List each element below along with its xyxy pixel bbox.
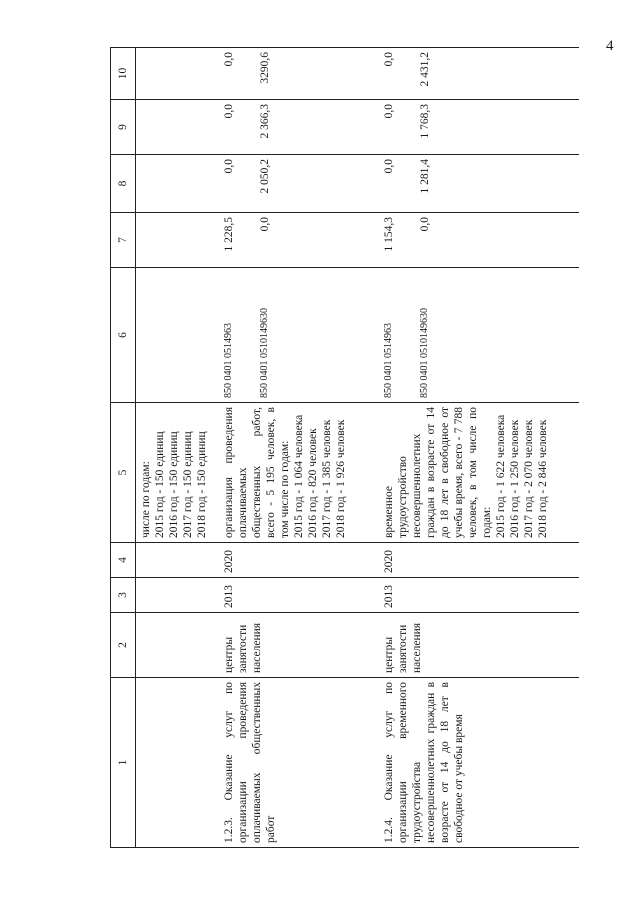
end-year: 2020 [379,543,579,578]
header-cell: 9 [111,100,136,155]
header-cell: 7 [111,213,136,268]
value-cell [379,48,579,100]
text-line: 2017 год - 1 385 человек [321,419,333,538]
header-cell: 1 [111,678,136,848]
value: 0,0 [223,52,235,67]
value-cell [219,100,379,155]
value: 2 431,2 [419,52,431,87]
text-line: 2017 год - 2 070 человек [523,419,535,538]
value: 0,0 [259,217,271,232]
text-line: 2015 год - 150 единиц [154,431,166,538]
budget-code-old: 850 0401 0514963 [383,323,394,398]
value: 2 050,2 [259,159,271,194]
value: 1 768,3 [419,104,431,139]
program-table [110,47,579,848]
executor: центры занятости населения [379,613,579,678]
header-cell: 6 [111,268,136,403]
executor: центры занятости населения [219,613,379,678]
value: 0,0 [223,104,235,119]
measure-name: 1.2.4. Оказание услуг по организации временного трудоустройства несовершеннолетних граждан в возрасте от 14 до 18 лет в свободное от учебы время [379,678,579,848]
value: 0,0 [223,159,235,174]
value: 0,0 [419,217,431,232]
continuation-row [136,48,220,848]
text-line: 2016 год - 1 250 человек [509,419,521,538]
budget-code [379,268,579,403]
value-cell [379,155,579,213]
table-row [379,48,579,848]
continuation-text [136,403,220,543]
header-cell: 3 [111,578,136,613]
table-row [219,48,379,848]
budget-code-old: 850 0401 0514963 [223,323,234,398]
budget-code [219,268,379,403]
text-line: временное трудоустройство несовершеннолетних граждан в возрасте от 14 до 18 лет в свободное от учебы время, всего - 7 788 человек, в том числе по годам: [383,407,493,538]
rotated-table-wrapper [110,48,570,848]
text-line: 2015 год - 1 622 человека [495,414,507,538]
measure-name: 1.2.3. Оказание услуг по организации проведения оплачиваемых общественных работ [219,678,379,848]
value: 0,0 [383,104,395,119]
budget-code-new: 850 0401 0510149630 [419,308,430,398]
value: 1 228,5 [223,217,235,252]
text-line: организация проведения оплачиваемых общественных работ, всего - 5 195 человек, в том числе по годам: [223,407,291,538]
text-line: 2015 год - 1 064 человека [293,414,305,538]
text-line: 2018 год - 150 единиц [196,431,208,538]
header-cell: 8 [111,155,136,213]
page-number: 4 [606,38,614,54]
value: 0,0 [383,52,395,67]
end-year: 2020 [219,543,379,578]
header-row [111,48,136,848]
expected-result [379,403,579,543]
text-line: 2018 год - 1 926 человек [335,419,347,538]
expected-result [219,403,379,543]
header-cell: 4 [111,543,136,578]
value: 1 154,3 [383,217,395,252]
value-cell [219,48,379,100]
value: 3290,6 [259,52,271,84]
value: 0,0 [383,159,395,174]
text-line: числе по годам: [140,461,152,538]
header-cell: 2 [111,613,136,678]
start-year: 2013 [219,578,379,613]
value: 2 366,3 [259,104,271,139]
budget-code-new: 850 0401 0510149630 [259,308,270,398]
value: 1 281,4 [419,159,431,194]
text-line: 2016 год - 820 человек [307,428,319,538]
value-cell [219,213,379,268]
value-cell [379,100,579,155]
header-cell: 10 [111,48,136,100]
text-line: 2016 год - 150 единиц [168,431,180,538]
text-line: 2018 год - 2 846 человек [537,419,549,538]
value-cell [379,213,579,268]
value-cell [219,155,379,213]
text-line: 2017 год - 150 единиц [182,431,194,538]
start-year: 2013 [379,578,579,613]
header-cell: 5 [111,403,136,543]
